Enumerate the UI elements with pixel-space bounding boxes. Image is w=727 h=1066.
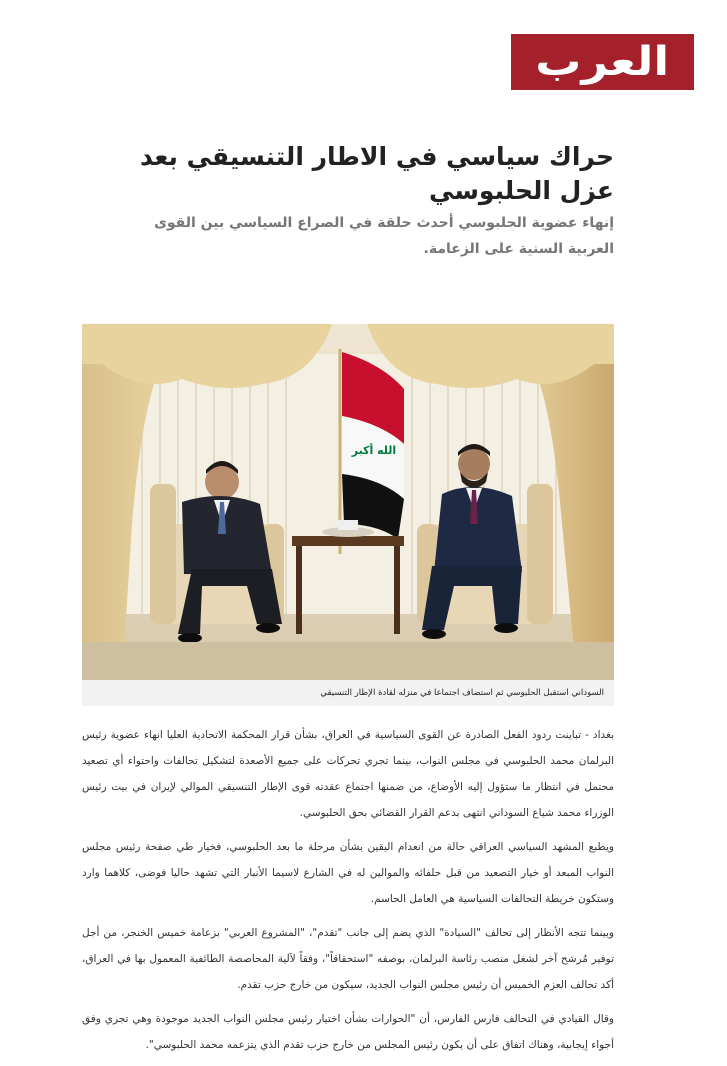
flag-inscription: الله أكبر [351, 444, 397, 457]
photo-caption: السوداني استقبل الحلبوسي ثم استضاف اجتماعا في منزله لقادة الإطار التنسيقي [320, 688, 604, 698]
article-paragraph: وقال القيادي في التحالف فارس الفارس، أن "الحوارات بشأن اختيار رئيس مجلس النواب الجديد موجودة وهي تجري وفق أجواء إيجابية، وهناك اتفاق على أن يكون رئيس المجلس من خارج حزب تقدم الذي يتزعمه محمد الحلبوسي". [82, 1013, 614, 1051]
article-headline: حراك سياسي في الاطار التنسيقي بعد عزل الحلبوسي [139, 142, 614, 205]
article-body [82, 722, 614, 1066]
article-paragraph: بغداد - تباينت ردود الفعل الصادرة عن القوى السياسية في العراق، بشأن قرار المحكمة الاتحادية العليا انهاء عضوية رئيس البرلمان محمد الحلبوسي في مجلس النواب، بينما تجري تحركات على جميع الأصعدة لتشكيل تحالفات واحتواء أي تصعيد محتمل في انتظار ما ستؤول إليه الأوضاع، من ضمنها اجتماع عقدته قوى الإطار التنسيقي الموالي لإيران في بيت رئيس الوزراء محمد شياع السوداني انتهى بدعم القرار القضائي بحق الحلبوسي. [82, 729, 614, 819]
article-photo [82, 324, 614, 680]
brand-logo[interactable] [511, 34, 694, 90]
brand-logo-text: العرب [535, 39, 670, 85]
article-paragraph: وبينما تتجه الأنظار إلى تحالف "السيادة" الذي يضم إلى جانب "تقدم"، "المشروع العربي" بزعامة خميس الخنجر، من أجل توفير مُرشح آخر لشغل منصب رئاسة البرلمان، بوصفه "استحقاقاً"، وفقاً لآلية المحاصصة الطائفية المعمول بها في العراق، أكد تحالف العزم الخميس أن رئيس مجلس النواب الجديد، سيكون من خارج حزب تقدم. [82, 927, 614, 991]
article-subheadline: إنهاء عضوية الحلبوسي أحدث حلقة في الصراع السياسي بين القوى العربية السنية على الزعامة. [154, 215, 614, 257]
photo-caption-bar [82, 680, 614, 706]
article-paragraph: ويطبع المشهد السياسي العراقي حالة من انعدام اليقين بشأن مرحلة ما بعد الحلبوسي، فخيار طي صفحة رئيس مجلس النواب المبعد أو خيار التصعيد من قبل حلفائه والموالين له في الشارع لاسيما الأنبار التي تشهد حاليا فوضى، كلاهما وارد وستكون خريطة التحالفات السياسية هي العامل الحاسم. [82, 841, 614, 905]
photo-illustration [82, 324, 614, 680]
